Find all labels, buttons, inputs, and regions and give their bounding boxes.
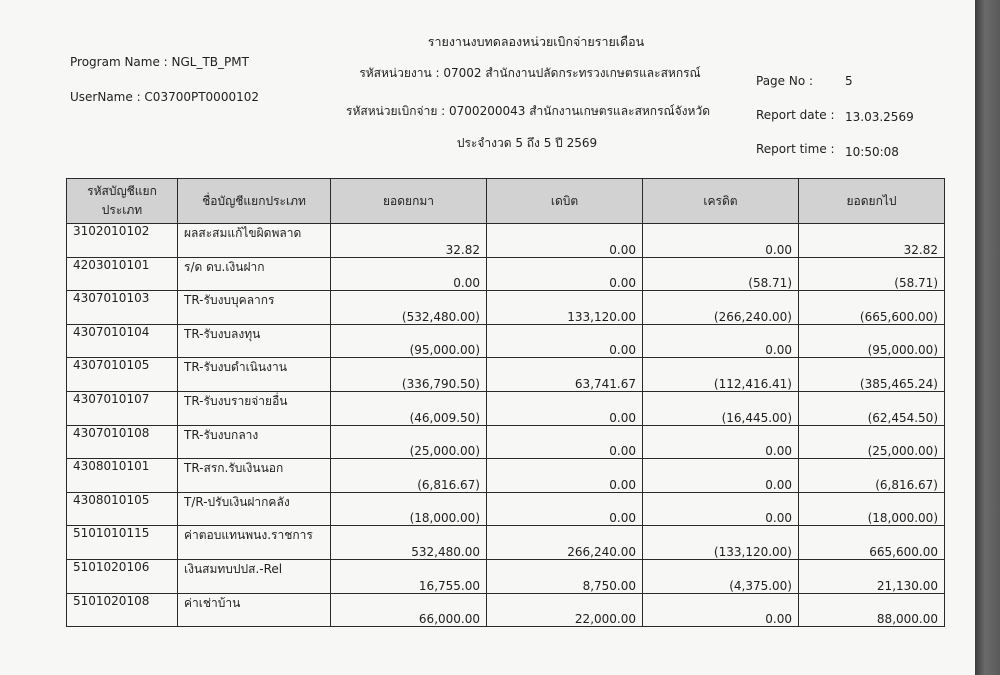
carried-forward-cell: (95,000.00) [799,324,945,358]
account-code-cell: 4307010103 [67,291,178,325]
carried-forward-cell: (6,816.67) [799,459,945,493]
credit-cell: 0.00 [643,492,799,526]
brought-forward-cell: (25,000.00) [331,425,487,459]
credit-cell: (16,445.00) [643,391,799,425]
table-row [67,324,945,358]
carried-forward-cell: 88,000.00 [799,593,945,627]
account-name-cell: TR-รับงบกลาง [178,425,331,459]
carried-forward-cell: 665,600.00 [799,526,945,560]
disbursing-unit-line: รหัสหน่วยเบิกจ่าย : 0700200043 สำนักงานเกษตรและสหกรณ์จังหวัด [346,104,710,118]
credit-cell: 0.00 [643,459,799,493]
report-title: รายงานงบทดลองหน่วยเบิกจ่ายรายเดือน [427,34,645,49]
report-time-label: Report time : [756,142,835,156]
brought-forward-cell: (46,009.50) [331,391,487,425]
brought-forward-cell: 532,480.00 [331,526,487,560]
account-name-cell: TR-รับงบบุคลากร [178,291,331,325]
credit-cell: 0.00 [643,593,799,627]
account-code-cell: 4307010104 [67,324,178,358]
account-name-cell: T/R-ปรับเงินฝากคลัง [178,492,331,526]
table-row [67,593,945,627]
carried-forward-cell: (18,000.00) [799,492,945,526]
account-name-cell: ผลสะสมแก้ไขผิดพลาด [178,224,331,258]
account-code-cell: 4307010105 [67,358,178,392]
account-name-cell: TR-รับงบรายจ่ายอื่น [178,391,331,425]
debit-cell: 63,741.67 [487,358,643,392]
account-name-cell: ค่าตอบแทนพนง.ราชการ [178,526,331,560]
account-name-cell: ค่าเช่าบ้าน [178,593,331,627]
account-code-cell: 4203010101 [67,257,178,291]
table-row [67,257,945,291]
debit-cell: 0.00 [487,224,643,258]
table-body [67,224,945,627]
account-code-cell: 5101020106 [67,559,178,593]
report-date-value: 13.03.2569 [845,110,914,124]
carried-forward-cell: (58.71) [799,257,945,291]
username: UserName : C03700PT0000102 [70,90,259,104]
debit-cell: 0.00 [487,459,643,493]
brought-forward-cell: 66,000.00 [331,593,487,627]
credit-cell: 0.00 [643,224,799,258]
col-carried-forward: ยอดยกไป [799,179,945,224]
carried-forward-cell: (665,600.00) [799,291,945,325]
page-no-value: 5 [845,74,853,88]
account-code-cell: 5101010115 [67,526,178,560]
program-name: Program Name : NGL_TB_PMT [70,55,249,69]
table-row [67,391,945,425]
table-row [67,559,945,593]
credit-cell: 0.00 [643,324,799,358]
trial-balance-table [66,178,945,627]
carried-forward-cell: (385,465.24) [799,358,945,392]
account-code-cell: 4307010107 [67,391,178,425]
brought-forward-cell: (6,816.67) [331,459,487,493]
debit-cell: 133,120.00 [487,291,643,325]
report-time-value: 10:50:08 [845,145,899,159]
scan-edge [975,0,1000,675]
col-credit: เครดิต [643,179,799,224]
agency-line: รหัสหน่วยงาน : 07002 สำนักงานปลัดกระทรวงเกษตรและสหกรณ์ [359,66,701,80]
account-code-cell: 4308010105 [67,492,178,526]
brought-forward-cell: (336,790.50) [331,358,487,392]
carried-forward-cell: (62,454.50) [799,391,945,425]
account-name-cell: TR-รับงบดำเนินงาน [178,358,331,392]
credit-cell: (58.71) [643,257,799,291]
page-no-label: Page No : [756,74,814,88]
table-row [67,425,945,459]
period-line: ประจำงวด 5 ถึง 5 ปี 2569 [456,136,598,150]
col-account-name: ชื่อบัญชีแยกประเภท [178,179,331,224]
carried-forward-cell: 32.82 [799,224,945,258]
credit-cell: (4,375.00) [643,559,799,593]
account-code-cell: 5101020108 [67,593,178,627]
col-account-code: รหัสบัญชีแยกประเภท [67,179,178,224]
account-code-cell: 4307010108 [67,425,178,459]
account-code-cell: 4308010101 [67,459,178,493]
table-row [67,358,945,392]
debit-cell: 8,750.00 [487,559,643,593]
table-header-row [67,179,945,224]
table-row [67,459,945,493]
brought-forward-cell: 0.00 [331,257,487,291]
brought-forward-cell: (532,480.00) [331,291,487,325]
col-brought-forward: ยอดยกมา [331,179,487,224]
debit-cell: 0.00 [487,257,643,291]
brought-forward-cell: (95,000.00) [331,324,487,358]
credit-cell: (266,240.00) [643,291,799,325]
account-name-cell: TR-สรก.รับเงินนอก [178,459,331,493]
account-code-cell: 3102010102 [67,224,178,258]
report-date-label: Report date : [756,108,835,122]
brought-forward-cell: (18,000.00) [331,492,487,526]
table-row [67,526,945,560]
brought-forward-cell: 16,755.00 [331,559,487,593]
account-name-cell: ร/ด ดบ.เงินฝาก [178,257,331,291]
account-name-cell: TR-รับงบลงทุน [178,324,331,358]
debit-cell: 0.00 [487,391,643,425]
table-row [67,224,945,258]
brought-forward-cell: 32.82 [331,224,487,258]
credit-cell: (112,416.41) [643,358,799,392]
debit-cell: 0.00 [487,425,643,459]
table-row [67,492,945,526]
credit-cell: 0.00 [643,425,799,459]
debit-cell: 0.00 [487,492,643,526]
debit-cell: 266,240.00 [487,526,643,560]
carried-forward-cell: (25,000.00) [799,425,945,459]
debit-cell: 22,000.00 [487,593,643,627]
col-debit: เดบิต [487,179,643,224]
carried-forward-cell: 21,130.00 [799,559,945,593]
table-row [67,291,945,325]
account-name-cell: เงินสมทบปปส.-Rel [178,559,331,593]
credit-cell: (133,120.00) [643,526,799,560]
debit-cell: 0.00 [487,324,643,358]
